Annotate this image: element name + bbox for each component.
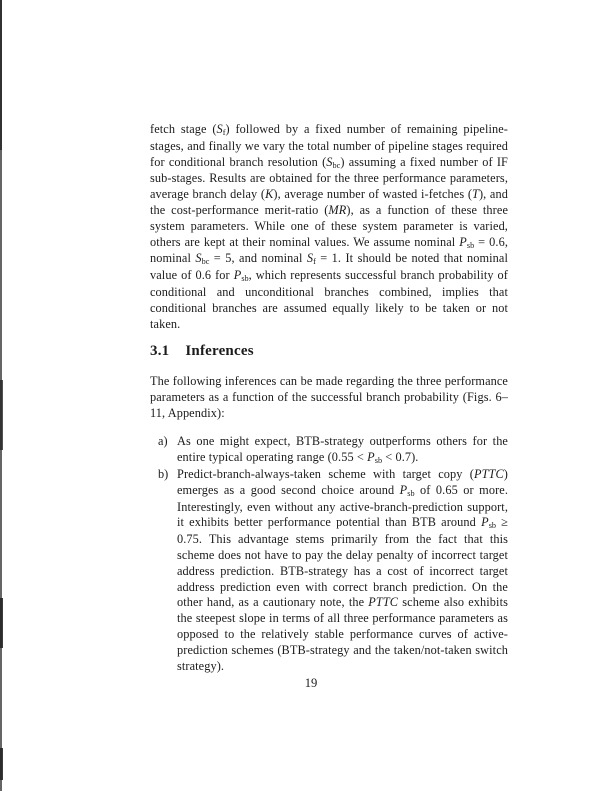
text-segment: P: [399, 482, 408, 497]
text-segment: sb: [488, 521, 497, 531]
text-segment: The following inferences can be made regarding the three performance parameters as a function of the successful branch probability (Figs. 6–11, Appendix):: [150, 374, 508, 420]
text-segment: f: [313, 257, 316, 267]
text-segment: ) followed by a fixed number of remaining pipeline-stages, and finally we vary the total number of pipeline stages required for conditional branch resolution (: [150, 122, 508, 169]
text-segment: bc: [332, 160, 341, 170]
text-segment: S: [195, 251, 202, 266]
text-segment: of 0.65 or more. Interestingly, even without any active-branch-prediction support, it exhibits better performance potential than BTB around: [177, 482, 509, 530]
text-segment: = 0.6, nominal: [150, 234, 508, 266]
text-segment: S: [326, 154, 333, 169]
text-segment: = 1. It should be noted that nominal value of 0.6 for: [150, 251, 508, 283]
text-segment: ), and the cost-performance merit-ratio (: [150, 187, 508, 217]
text-segment: fetch stage (: [150, 122, 217, 136]
scan-edge-artifact: [0, 380, 3, 450]
text-segment: P: [459, 234, 467, 249]
text-segment: MR: [328, 202, 347, 217]
text-segment: scheme also exhibits the steepest slope in terms of all three performance parameters as opposed to the relatively stable performance curves of active-prediction schemes (BTB-strategy and the taken/not-taken switch strategy).: [177, 595, 508, 673]
text-segment: , which represents successful branch probability of conditional and unconditional branches combined, implies that conditional branches are assumed equally likely to be taken or not taken.: [150, 268, 508, 331]
text-segment: sb: [466, 240, 475, 250]
section-title: Inferences: [185, 343, 254, 359]
list-item-b: [150, 467, 508, 674]
text-segment: sb: [241, 274, 249, 284]
text-segment: PTTC: [474, 467, 504, 481]
section-heading: [150, 343, 254, 360]
text-segment: ≥ 0.75. This advantage stems primarily from the fact that this scheme does not have to pay the delay penalty of incorrect target address prediction. BTB-strategy has a cost of incorrect target address prediction even with correct branch prediction. On the other hand, as a cautionary note, the: [177, 515, 508, 610]
scan-edge-artifact: [0, 748, 3, 780]
text-segment: T: [472, 187, 479, 202]
scan-edge-artifact: [0, 598, 3, 648]
text-segment: PTTC: [368, 595, 399, 610]
section-number: 3.1: [150, 343, 170, 359]
text-segment: S: [306, 251, 314, 266]
text-segment: sb: [374, 455, 383, 465]
text-segment: sb: [407, 488, 415, 498]
text-segment: P: [481, 515, 489, 530]
text-segment: f: [222, 128, 226, 138]
list-item-text: [177, 467, 508, 674]
body-paragraph-continuation: [150, 122, 508, 332]
list-item-label: b): [158, 467, 169, 481]
text-segment: bc: [201, 257, 210, 267]
text-segment: P: [233, 268, 242, 283]
text-segment: ) assuming a fixed number of IF sub-stages. Results are obtained for the three performance parameters, average branch delay (: [150, 154, 508, 202]
list-item-label: a): [158, 434, 168, 448]
page-number: 19: [304, 676, 318, 690]
text-segment: As one might expect, BTB-strategy outperforms others for the entire typical operating range (0.55 <: [177, 434, 508, 464]
text-segment: K: [265, 187, 274, 202]
text-segment: = 5, and nominal: [209, 251, 307, 266]
scan-edge-artifact: [0, 0, 2, 150]
text-segment: S: [216, 122, 223, 136]
body-paragraph-intro: [150, 374, 508, 421]
text-segment: ) emerges as a good second choice around: [177, 467, 508, 497]
text-segment: < 0.7).: [382, 449, 419, 464]
text-segment: ), average number of wasted i-fetches (: [273, 187, 473, 202]
list-item-a: [150, 434, 508, 467]
list-item-text: [177, 434, 508, 467]
text-segment: Predict-branch-always-taken scheme with target copy (: [177, 467, 474, 481]
text-segment: P: [367, 449, 375, 464]
text-segment: ), as a function of these three system parameters. While one of these system parameter is varied, others are kept at their nominal values. We assume nominal: [150, 202, 508, 249]
